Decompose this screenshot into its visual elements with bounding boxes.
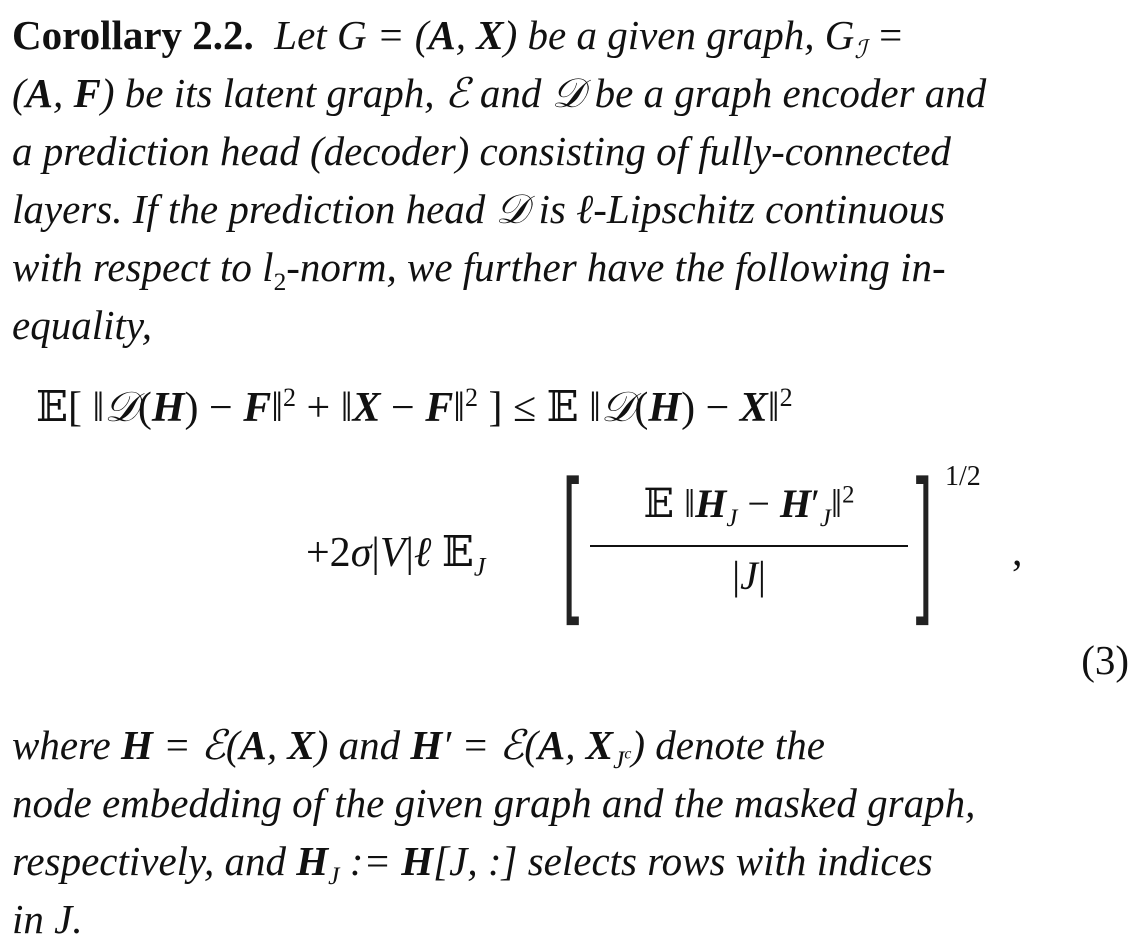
fraction-numerator: 𝔼 $‖H_J$ − $H'_J‖^2$ <box>643 481 855 532</box>
corollary-line-6: equality, <box>12 302 153 348</box>
after-line-2: node embedding of the given graph and the masked graph, <box>12 780 976 826</box>
fraction-denominator: |J| <box>732 553 766 598</box>
after-line-4: in J. <box>12 896 83 942</box>
corollary-line-4: layers. If the prediction head 𝒟 is ℓ-Lipschitz continuous <box>12 185 946 233</box>
equation-exponent: 1/2 <box>945 461 981 492</box>
corollary-line-5: with respect to $l_2$-norm, we further have the following in- <box>12 244 946 297</box>
equation-line-2: +2σ|V|ℓ 𝔼$_J$ <box>306 527 486 582</box>
right-bracket: ] <box>912 447 933 643</box>
corollary-line-1: Corollary 2.2. Let G = (A, X) be a given graph, $G_ℐ$ = <box>12 12 905 65</box>
equation-comma: , <box>1012 529 1023 575</box>
corollary-label: Corollary 2.2. <box>12 12 254 58</box>
after-line-1: where H = ℰ(A, X) and H′ = ℰ(A, $X_{J^c}$) denote the <box>12 721 825 775</box>
corollary-line-3: a prediction head (decoder) consisting of fully-connected <box>12 128 951 174</box>
corollary-line-2: (A, F) be its latent graph, ℰ and 𝒟 be a graph encoder and <box>12 69 987 117</box>
equation-line-1: 𝔼[ ‖𝒟(H) − F‖$^2$ + ‖X − F‖$^2$ ] ≤ 𝔼 ‖𝒟(H) − X‖$^2$ <box>36 382 793 431</box>
after-line-3: respectively, and $H_J$ := H[J, :] selects rows with indices <box>12 838 933 891</box>
fraction-bar <box>590 545 908 547</box>
equation-number: (3) <box>1081 637 1129 683</box>
left-bracket: [ <box>562 447 583 643</box>
